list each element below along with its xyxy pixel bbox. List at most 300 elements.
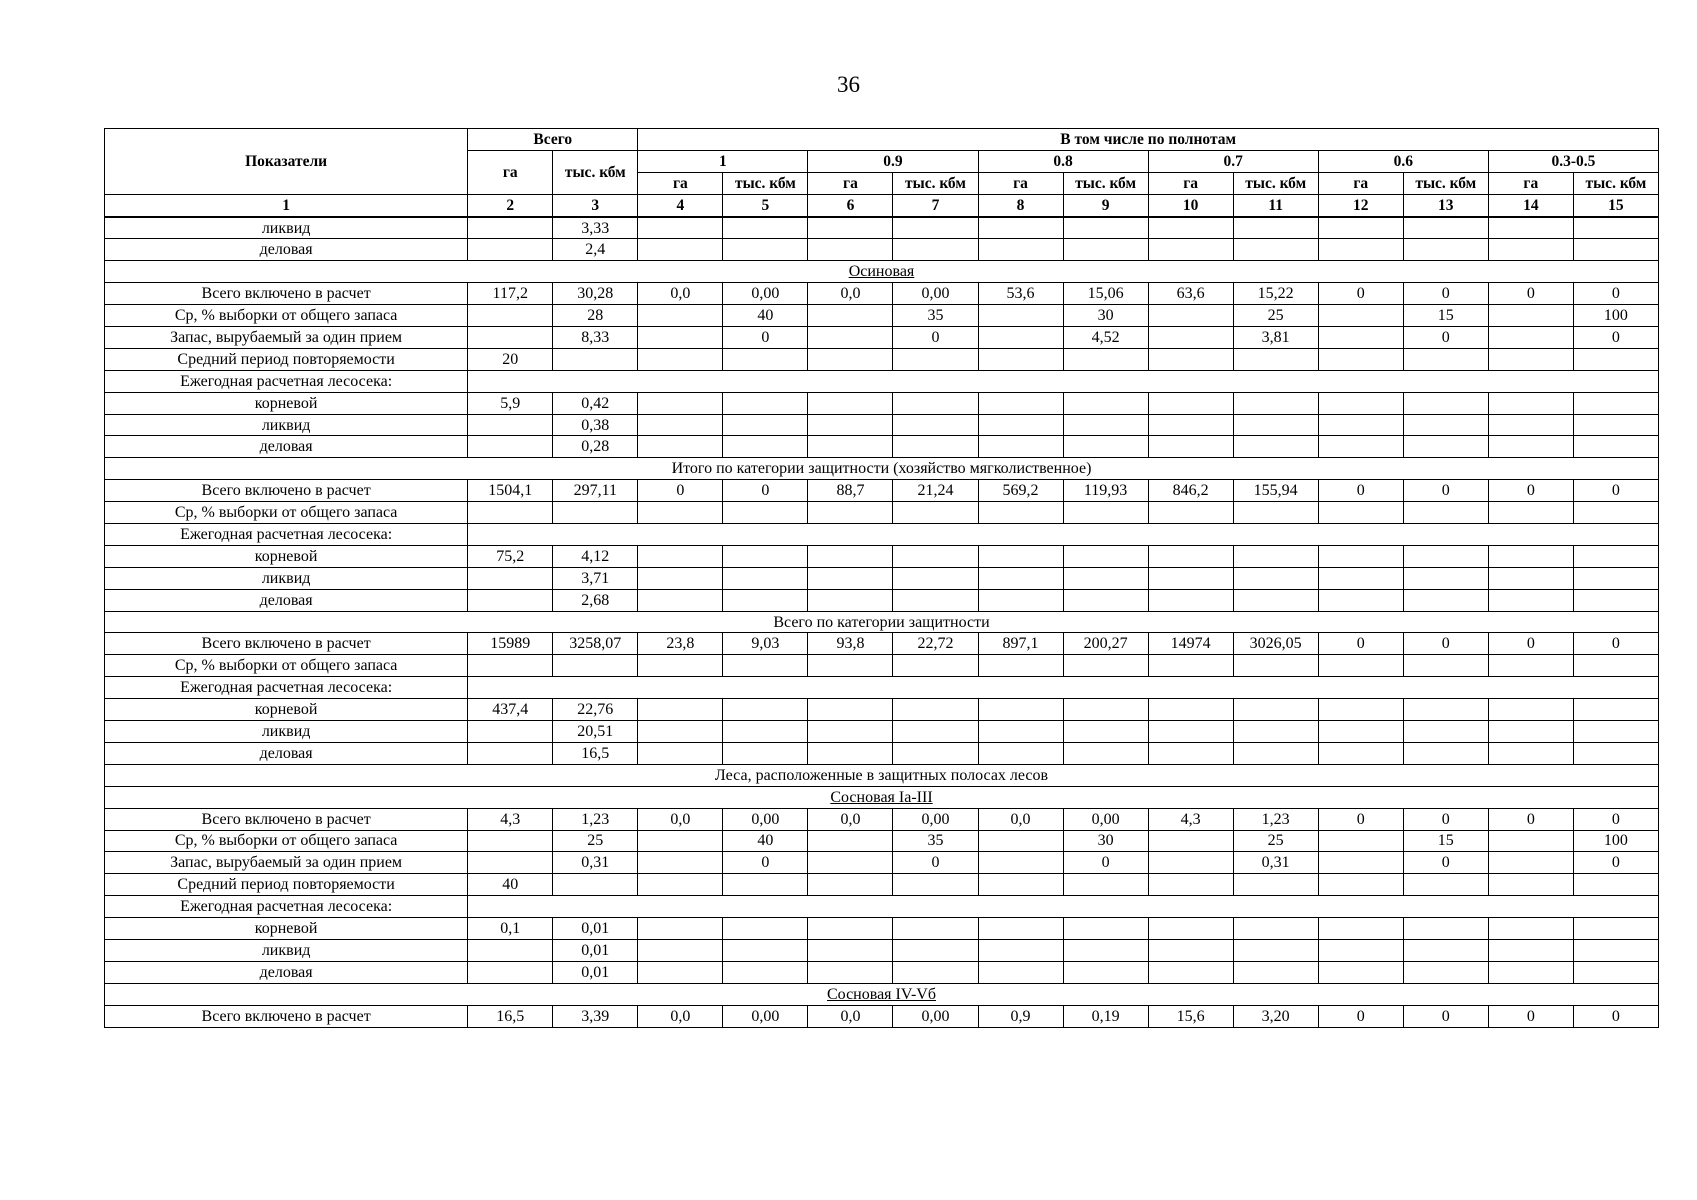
table-cell: 569,2 xyxy=(978,480,1063,502)
table-cell xyxy=(1488,852,1573,874)
table-cell xyxy=(1318,918,1403,940)
table-cell xyxy=(638,545,723,567)
merged-empty-cell xyxy=(468,677,1659,699)
table-cell xyxy=(808,392,893,414)
table-row xyxy=(105,633,1659,655)
table-cell xyxy=(723,239,808,261)
table-cell xyxy=(1148,852,1233,874)
column-number: 3 xyxy=(553,194,638,216)
table-cell xyxy=(1063,414,1148,436)
page-number: 36 xyxy=(837,72,860,97)
table-cell xyxy=(723,502,808,524)
table-cell xyxy=(808,239,893,261)
table-cell xyxy=(1488,327,1573,349)
table-cell: 0 xyxy=(1488,1005,1573,1027)
section-heading xyxy=(105,261,1659,283)
table-cell: 88,7 xyxy=(808,480,893,502)
table-cell xyxy=(808,567,893,589)
table-cell xyxy=(723,874,808,896)
section-heading xyxy=(105,611,1659,633)
header-indicators: Показатели xyxy=(105,129,468,195)
table-cell xyxy=(1488,436,1573,458)
table-cell xyxy=(468,830,553,852)
table-cell: 0,0 xyxy=(638,1005,723,1027)
table-cell xyxy=(1573,436,1658,458)
table-row xyxy=(105,392,1659,414)
column-number-row xyxy=(105,194,1659,216)
table-cell xyxy=(893,436,978,458)
table-row xyxy=(105,699,1659,721)
table-cell xyxy=(553,655,638,677)
table-cell xyxy=(893,502,978,524)
table-cell xyxy=(1063,436,1148,458)
table-cell xyxy=(893,567,978,589)
row-label: Ср, % выборки от общего запаса xyxy=(105,305,468,327)
table-row xyxy=(105,961,1659,983)
table-cell xyxy=(1403,589,1488,611)
table-cell: 16,5 xyxy=(468,1005,553,1027)
table-cell: 0,00 xyxy=(1063,808,1148,830)
table-cell xyxy=(723,589,808,611)
table-cell xyxy=(1233,545,1318,567)
table-cell xyxy=(468,239,553,261)
column-number: 5 xyxy=(723,194,808,216)
table-cell xyxy=(1573,589,1658,611)
table-cell xyxy=(1233,348,1318,370)
table-cell: 15 xyxy=(1403,305,1488,327)
section-title: Сосновая Iа-III xyxy=(830,788,933,806)
table-cell xyxy=(638,699,723,721)
table-cell: 100 xyxy=(1573,830,1658,852)
table-cell xyxy=(638,305,723,327)
table-cell: 200,27 xyxy=(1063,633,1148,655)
table-row xyxy=(105,808,1659,830)
table-cell: 93,8 xyxy=(808,633,893,655)
header-density: 0.8 xyxy=(978,150,1148,172)
table-cell xyxy=(1233,414,1318,436)
table-cell: 0,42 xyxy=(553,392,638,414)
table-cell xyxy=(1488,874,1573,896)
table-cell xyxy=(638,567,723,589)
row-label: деловая xyxy=(105,239,468,261)
header-including-by-density: В том числе по полнотам xyxy=(638,129,1659,151)
table-cell: 9,03 xyxy=(723,633,808,655)
row-label: Запас, вырубаемый за один прием xyxy=(105,852,468,874)
column-number: 9 xyxy=(1063,194,1148,216)
section-row xyxy=(105,983,1659,1005)
header-density: 0.9 xyxy=(808,150,978,172)
table-cell xyxy=(1148,961,1233,983)
table-cell xyxy=(1488,502,1573,524)
table-cell xyxy=(1063,721,1148,743)
table-cell: 897,1 xyxy=(978,633,1063,655)
table-cell xyxy=(978,852,1063,874)
row-label: Всего включено в расчет xyxy=(105,808,468,830)
table-cell: 0 xyxy=(1318,808,1403,830)
row-label: Всего включено в расчет xyxy=(105,1005,468,1027)
table-cell xyxy=(978,545,1063,567)
table-cell xyxy=(1233,239,1318,261)
table-row xyxy=(105,480,1659,502)
table-cell xyxy=(1573,545,1658,567)
table-cell: 0 xyxy=(723,852,808,874)
table-cell xyxy=(1573,961,1658,983)
table-row xyxy=(105,239,1659,261)
section-row xyxy=(105,611,1659,633)
table-cell: 3,33 xyxy=(553,217,638,239)
table-cell: 3,39 xyxy=(553,1005,638,1027)
table-cell: 0 xyxy=(1403,633,1488,655)
table-cell xyxy=(1233,699,1318,721)
table-cell: 1,23 xyxy=(1233,808,1318,830)
header-unit-ha: га xyxy=(1318,172,1403,194)
section-row xyxy=(105,458,1659,480)
table-cell: 25 xyxy=(553,830,638,852)
header-unit-volume: тыс. кбм xyxy=(1403,172,1488,194)
merged-empty-cell xyxy=(468,896,1659,918)
table-cell: 25 xyxy=(1233,305,1318,327)
column-number: 13 xyxy=(1403,194,1488,216)
table-cell: 15,6 xyxy=(1148,1005,1233,1027)
table-cell xyxy=(1318,239,1403,261)
table-cell xyxy=(638,348,723,370)
table-cell xyxy=(1403,918,1488,940)
merged-empty-cell xyxy=(468,524,1659,546)
table-row xyxy=(105,283,1659,305)
table-cell xyxy=(1318,830,1403,852)
table-cell: 1,23 xyxy=(553,808,638,830)
table-cell xyxy=(808,305,893,327)
table-cell: 117,2 xyxy=(468,283,553,305)
table-cell xyxy=(1063,961,1148,983)
column-number: 2 xyxy=(468,194,553,216)
table-cell xyxy=(468,502,553,524)
table-cell xyxy=(1403,414,1488,436)
table-cell xyxy=(1233,742,1318,764)
table-cell: 0,0 xyxy=(638,283,723,305)
row-label: Средний период повторяемости xyxy=(105,874,468,896)
table-cell xyxy=(1148,217,1233,239)
table-cell xyxy=(1403,545,1488,567)
table-cell xyxy=(1318,305,1403,327)
table-cell: 0 xyxy=(1318,633,1403,655)
table-cell xyxy=(1488,918,1573,940)
table-cell xyxy=(808,699,893,721)
table-cell: 0 xyxy=(1488,480,1573,502)
row-label: Всего включено в расчет xyxy=(105,283,468,305)
row-label: ликвид xyxy=(105,217,468,239)
table-row xyxy=(105,677,1659,699)
table-cell xyxy=(1233,874,1318,896)
table-cell: 0,00 xyxy=(723,808,808,830)
header-density: 0.3-0.5 xyxy=(1488,150,1658,172)
table-cell xyxy=(1148,567,1233,589)
table-cell xyxy=(1488,305,1573,327)
table-cell: 0 xyxy=(723,327,808,349)
table-cell xyxy=(1148,742,1233,764)
table-cell xyxy=(978,327,1063,349)
table-cell xyxy=(468,961,553,983)
row-label: Ср, % выборки от общего запаса xyxy=(105,502,468,524)
table-cell xyxy=(723,414,808,436)
table-cell: 0 xyxy=(1488,633,1573,655)
table-cell: 0 xyxy=(1573,327,1658,349)
section-title: Леса, расположенные в защитных полосах лесов xyxy=(714,766,1049,784)
table-cell xyxy=(638,721,723,743)
section-heading xyxy=(105,786,1659,808)
table-cell xyxy=(978,742,1063,764)
table-cell xyxy=(808,502,893,524)
table-cell: 0 xyxy=(1488,808,1573,830)
table-cell: 846,2 xyxy=(1148,480,1233,502)
table-cell xyxy=(893,545,978,567)
table-cell xyxy=(1148,239,1233,261)
table-cell xyxy=(1488,939,1573,961)
table-cell xyxy=(1573,348,1658,370)
header-unit-volume: тыс. кбм xyxy=(1573,172,1658,194)
table-cell xyxy=(893,239,978,261)
table-cell xyxy=(1318,655,1403,677)
table-cell xyxy=(1403,436,1488,458)
table-cell xyxy=(1233,392,1318,414)
table-cell xyxy=(1318,852,1403,874)
table-cell xyxy=(638,436,723,458)
row-label: Ежегодная расчетная лесосека: xyxy=(105,677,468,699)
table-cell xyxy=(978,655,1063,677)
header-unit-volume: тыс. кбм xyxy=(1233,172,1318,194)
table-cell xyxy=(978,239,1063,261)
table-cell xyxy=(468,327,553,349)
table-cell: 0,1 xyxy=(468,918,553,940)
table-cell xyxy=(978,392,1063,414)
table-cell: 0 xyxy=(1403,852,1488,874)
table-cell xyxy=(808,545,893,567)
table-cell: 0 xyxy=(1573,1005,1658,1027)
table-row xyxy=(105,436,1659,458)
table-cell xyxy=(468,852,553,874)
column-number: 15 xyxy=(1573,194,1658,216)
table-cell xyxy=(638,874,723,896)
table-cell: 3258,07 xyxy=(553,633,638,655)
table-cell: 0,28 xyxy=(553,436,638,458)
table-cell xyxy=(1488,217,1573,239)
table-cell xyxy=(638,961,723,983)
table-cell xyxy=(1318,567,1403,589)
table-cell xyxy=(1488,348,1573,370)
section-heading xyxy=(105,764,1659,786)
table-cell xyxy=(893,918,978,940)
table-cell: 0,00 xyxy=(893,1005,978,1027)
header-unit-ha: га xyxy=(1488,172,1573,194)
table-cell xyxy=(1573,392,1658,414)
table-cell xyxy=(1488,545,1573,567)
header-total-ha: га xyxy=(468,150,553,194)
table-row xyxy=(105,874,1659,896)
table-cell xyxy=(808,939,893,961)
table-cell: 437,4 xyxy=(468,699,553,721)
table-body xyxy=(105,217,1659,1027)
table-row xyxy=(105,742,1659,764)
table-cell xyxy=(468,414,553,436)
table-cell: 15,06 xyxy=(1063,283,1148,305)
table-cell xyxy=(978,699,1063,721)
table-cell xyxy=(1573,414,1658,436)
table-cell: 3,71 xyxy=(553,567,638,589)
table-cell xyxy=(808,414,893,436)
row-label: Запас, вырубаемый за один прием xyxy=(105,327,468,349)
table-cell xyxy=(978,961,1063,983)
table-cell xyxy=(723,567,808,589)
table-cell: 0,19 xyxy=(1063,1005,1148,1027)
table-cell xyxy=(1573,502,1658,524)
table-cell: 16,5 xyxy=(553,742,638,764)
table-cell xyxy=(978,939,1063,961)
table-cell: 0 xyxy=(1403,808,1488,830)
section-title: Всего по категории защитности xyxy=(773,613,990,631)
table-cell xyxy=(723,392,808,414)
table-cell: 4,3 xyxy=(1148,808,1233,830)
table-cell xyxy=(1063,502,1148,524)
table-cell xyxy=(978,874,1063,896)
table-cell xyxy=(978,721,1063,743)
table-cell xyxy=(1573,721,1658,743)
table-cell xyxy=(1233,721,1318,743)
table-cell: 28 xyxy=(553,305,638,327)
table-row xyxy=(105,830,1659,852)
table-row xyxy=(105,567,1659,589)
table-cell xyxy=(1148,830,1233,852)
table-cell: 0,00 xyxy=(893,808,978,830)
table-cell xyxy=(1403,939,1488,961)
table-header xyxy=(105,129,1659,217)
header-unit-ha: га xyxy=(978,172,1063,194)
table-cell xyxy=(978,567,1063,589)
table-cell xyxy=(1318,217,1403,239)
table-cell xyxy=(723,655,808,677)
table-cell: 21,24 xyxy=(893,480,978,502)
table-cell xyxy=(638,217,723,239)
section-row xyxy=(105,764,1659,786)
table-cell xyxy=(1148,655,1233,677)
row-label: ликвид xyxy=(105,567,468,589)
table-row xyxy=(105,217,1659,239)
table-cell: 20 xyxy=(468,348,553,370)
table-cell: 40 xyxy=(723,830,808,852)
table-cell: 0,38 xyxy=(553,414,638,436)
table-cell xyxy=(1403,239,1488,261)
table-cell: 0 xyxy=(1403,1005,1488,1027)
table-cell: 0,9 xyxy=(978,1005,1063,1027)
table-cell xyxy=(638,918,723,940)
table-cell xyxy=(468,742,553,764)
table-cell xyxy=(1148,392,1233,414)
table-cell xyxy=(1148,874,1233,896)
table-cell xyxy=(1573,217,1658,239)
column-number: 6 xyxy=(808,194,893,216)
table-cell xyxy=(1148,699,1233,721)
header-total: Всего xyxy=(468,129,638,151)
table-cell: 1504,1 xyxy=(468,480,553,502)
row-label: корневой xyxy=(105,545,468,567)
table-cell xyxy=(723,348,808,370)
table-cell xyxy=(1063,239,1148,261)
section-heading xyxy=(105,458,1659,480)
row-label: деловая xyxy=(105,436,468,458)
table-cell xyxy=(723,742,808,764)
table-cell: 119,93 xyxy=(1063,480,1148,502)
table-cell: 0 xyxy=(1488,283,1573,305)
table-cell xyxy=(893,874,978,896)
table-cell xyxy=(638,327,723,349)
row-label: деловая xyxy=(105,961,468,983)
table-cell xyxy=(1318,545,1403,567)
table-cell: 3,20 xyxy=(1233,1005,1318,1027)
table-cell: 23,8 xyxy=(638,633,723,655)
table-cell xyxy=(978,348,1063,370)
table-cell xyxy=(638,939,723,961)
table-cell xyxy=(1403,742,1488,764)
table-cell: 0 xyxy=(1318,1005,1403,1027)
allowable-cut-table xyxy=(104,128,1659,1028)
section-heading xyxy=(105,983,1659,1005)
column-number: 14 xyxy=(1488,194,1573,216)
table-cell xyxy=(808,830,893,852)
table-cell xyxy=(1148,502,1233,524)
section-title: Сосновая IV-Vб xyxy=(827,985,936,1003)
table-row xyxy=(105,896,1659,918)
table-cell: 0 xyxy=(893,327,978,349)
table-cell xyxy=(1063,655,1148,677)
table-cell xyxy=(1233,918,1318,940)
table-cell xyxy=(1318,414,1403,436)
table-cell xyxy=(468,721,553,743)
table-cell xyxy=(893,961,978,983)
table-cell xyxy=(1233,502,1318,524)
table-cell: 0,0 xyxy=(808,283,893,305)
section-row xyxy=(105,786,1659,808)
table-cell: 3026,05 xyxy=(1233,633,1318,655)
table-cell: 0,0 xyxy=(808,1005,893,1027)
table-cell xyxy=(808,655,893,677)
table-cell xyxy=(638,239,723,261)
header-density: 1 xyxy=(638,150,808,172)
table-cell xyxy=(553,348,638,370)
table-cell xyxy=(808,589,893,611)
table-cell xyxy=(1063,742,1148,764)
table-cell xyxy=(468,217,553,239)
table-cell: 297,11 xyxy=(553,480,638,502)
column-number: 4 xyxy=(638,194,723,216)
table-cell: 0,0 xyxy=(978,808,1063,830)
table-cell xyxy=(1063,348,1148,370)
table-cell: 0,0 xyxy=(638,808,723,830)
table-cell: 0,0 xyxy=(808,808,893,830)
table-cell: 0,00 xyxy=(893,283,978,305)
table-row xyxy=(105,348,1659,370)
table-cell xyxy=(723,939,808,961)
row-label: Ежегодная расчетная лесосека: xyxy=(105,896,468,918)
table-cell xyxy=(1063,699,1148,721)
table-cell: 30 xyxy=(1063,305,1148,327)
table-cell: 30,28 xyxy=(553,283,638,305)
table-cell xyxy=(468,655,553,677)
table-cell: 0 xyxy=(1573,633,1658,655)
table-cell: 2,68 xyxy=(553,589,638,611)
table-row xyxy=(105,852,1659,874)
table-cell: 35 xyxy=(893,305,978,327)
table-cell xyxy=(893,721,978,743)
table-cell xyxy=(978,436,1063,458)
